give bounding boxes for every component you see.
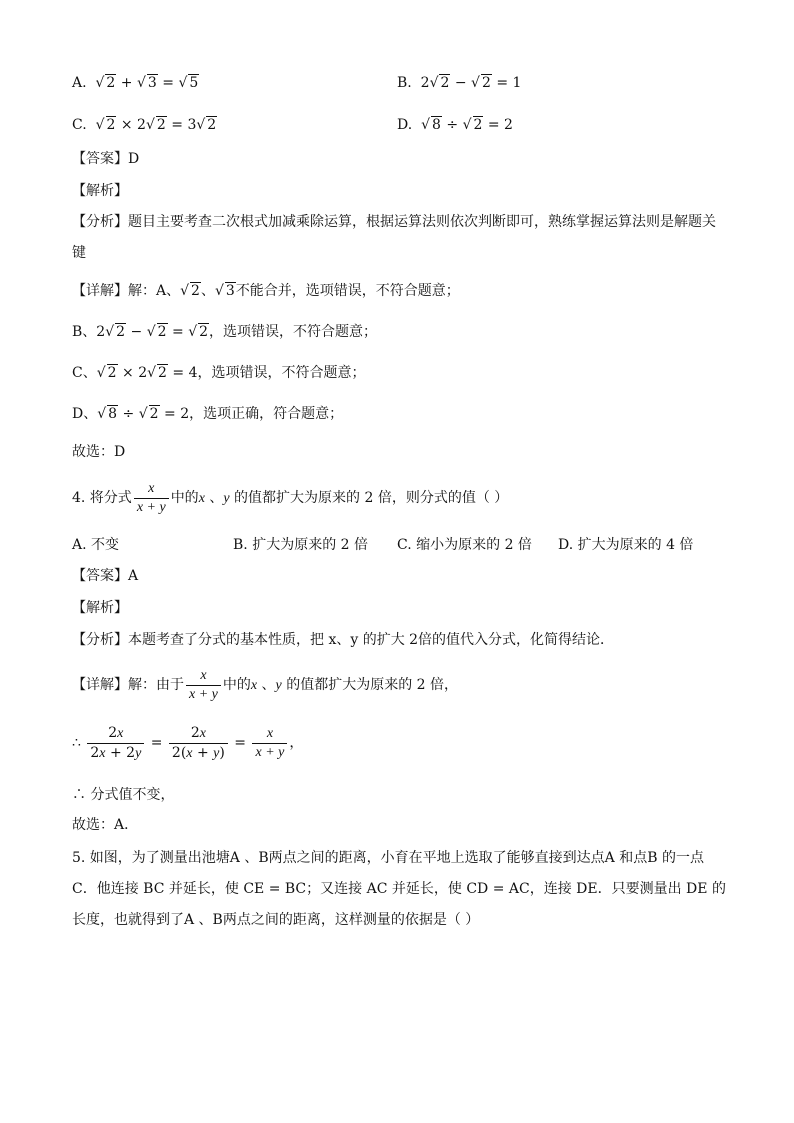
q4-analysis-heading: 【解析】 bbox=[72, 600, 128, 616]
q3-detail-a: 【详解】解：A、√ 2、√ 3不能合并，选项错误，不符合题意； bbox=[72, 283, 460, 299]
q4-detail: 【详解】解：由于 $\frac{x}{x + y}$ 中的x 、y 的值都扩大为原来的 2 倍， bbox=[72, 667, 459, 702]
q3-option-a: A. √ 2 + √ 3 = √ 5 bbox=[72, 75, 199, 91]
q3-answer: 【答案】D bbox=[72, 151, 140, 167]
q3-option-d: D. √ 8 ÷ √ 2 = 2 bbox=[397, 117, 513, 133]
q3-option-c: C. √ 2 × 2√ 2 = 3√ 2 bbox=[72, 117, 217, 133]
q4-choose: 故选：A． bbox=[72, 817, 139, 833]
q4-answer: 【答案】A bbox=[72, 568, 139, 584]
q4-option-b: B. 扩大为原来的 2 倍 bbox=[233, 537, 368, 553]
q3-fenxi-line2: 键 bbox=[72, 245, 86, 261]
q4-stem: 4. 将分式 $\frac{x}{x + y}$ 中的x 、y 的值都扩大为原来的 2 倍，则分式的值（ ） bbox=[72, 480, 509, 515]
q3-detail-d: D、√ 8 ÷ √ 2 = 2，选项正确，符合题意； bbox=[72, 406, 344, 422]
q4-fraction: $\frac{x}{x + y}$ bbox=[134, 480, 169, 517]
q3-detail-c: C、√ 2 × 2√ 2 = 4，选项错误，不符合题意； bbox=[72, 365, 366, 381]
q5-line2: C．他连接 BC 并延长，使 CE = BC；又连接 AC 并延长，使 CD = AC，连接 DE．只要测量出 DE 的 bbox=[72, 881, 726, 897]
q4-option-c: C. 缩小为原来的 2 倍 bbox=[397, 537, 532, 553]
q3-choose: 故选：D bbox=[72, 444, 126, 460]
q3-option-b: B. 2√ 2 − √ 2 = 1 bbox=[397, 75, 522, 91]
q4-derivation: ∴ $\frac{2x}{2x + 2y}$ = $\frac{2x}{2(x + y)}$ = $\frac{x}{x + y}$ ， bbox=[72, 724, 304, 761]
q5-line3: 长度，也就得到了A 、B两点之间的距离，这样测量的依据是（ ） bbox=[72, 912, 480, 928]
q4-fenxi: 【分析】本题考查了分式的基本性质，把 x、y 的扩大 2倍的值代入分式，化简得结论． bbox=[72, 632, 615, 648]
q5-line1: 5. 如图，为了测量出池塘A 、B两点之间的距离，小育在平地上选取了能够直接到达点A 和点B 的一点 bbox=[72, 850, 704, 866]
q3-detail-b: B、2√ 2 − √ 2 = √ 2，选项错误，不符合题意； bbox=[72, 324, 378, 340]
q3-analysis-heading: 【解析】 bbox=[72, 183, 128, 199]
q4-option-d: D. 扩大为原来的 4 倍 bbox=[558, 537, 694, 553]
q3-fenxi-line1: 【分析】题目主要考查二次根式加减乘除运算，根据运算法则依次判断即可，熟练掌握运算法则是解题关 bbox=[72, 214, 716, 230]
q4-option-a: A. 不变 bbox=[72, 537, 120, 553]
q4-conclusion: ∴ 分式值不变， bbox=[72, 787, 175, 803]
